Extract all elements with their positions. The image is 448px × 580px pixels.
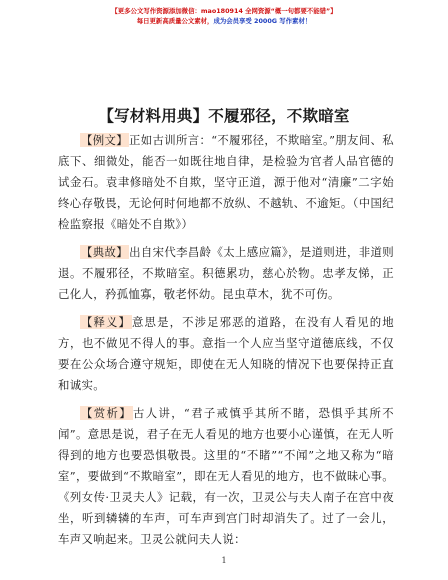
page-number: 1 [221, 556, 227, 565]
banner-member-link[interactable]: 成为会员享受 2000G 写作素材！ [213, 17, 312, 25]
banner-line-1: 【更多公文写作资源添加微信：mao180914 全网资源“概一句都要不能错”】 [111, 7, 337, 15]
section-tag: 【例文】 [81, 133, 128, 147]
section-tag: 【赏析】 [81, 406, 132, 420]
banner-line-2 [0, 16, 448, 26]
section-tag: 【典故】 [81, 245, 129, 259]
paragraph-text: 意思是，不涉足邪恶的道路，在没有人看见的地方，也不做见不得人的事。意指一个人应当坚守道德底线，不仅要在公众场合遵守规矩，即使在无人知晓的情况下也要保持正直和诚实。 [58, 315, 394, 392]
paragraph-text: 古人讲，“君子戒慎乎其所不睹，恐惧乎其所不闻”。意思是说，君子在无人看见的地方也要小心谨慎，在无人听得到的地方也要恐惧敬畏。这里的“不睹”“不闻”之地又称为“暗室”，要做到“不欺暗室”，即在无人看见的地方，也不做昧心事。《列女传·卫灵夫人》记载，有一次，卫灵公与夫人南子在宫中夜坐，听到辚辚的车声，可车声到宫门时却消失了。过了一会儿，车声又响起来。卫灵公就问夫人说： [58, 406, 394, 546]
header-banner [0, 6, 448, 26]
paragraph-text: 正如古训所言：“不履邪径，不欺暗室。”朋友间、私底下、细微处，能否一如既往地自律，是检验为官者人品官德的试金石。袁聿修暗处不自欺，坚守正道，源于他对“清廉”二字始终心存敬畏，无论何时何地都不放纵、不越轨、不逾矩。（中国纪检监察报《暗处不自欺》） [58, 133, 394, 231]
paragraph-allusion [58, 242, 394, 305]
paragraph-meaning [58, 312, 394, 396]
article-body [58, 130, 394, 557]
section-tag: 【释义】 [81, 315, 132, 329]
paragraph-appreciation [58, 403, 394, 550]
paragraph-text: 出自宋代李昌龄《太上感应篇》，是道则进，非道则退。不履邪径，不欺暗室。积德累功，慈心於物。忠孝友悌，正己化人，矜孤恤寡，敬老怀幼。昆虫草木，犹不可伤。 [58, 245, 394, 301]
page-title: 【写材料用典】不履邪径，不欺暗室 [98, 107, 350, 125]
banner-line-2-prefix: 每日更新高质量公文素材， [136, 17, 214, 25]
paragraph-example [58, 130, 394, 235]
